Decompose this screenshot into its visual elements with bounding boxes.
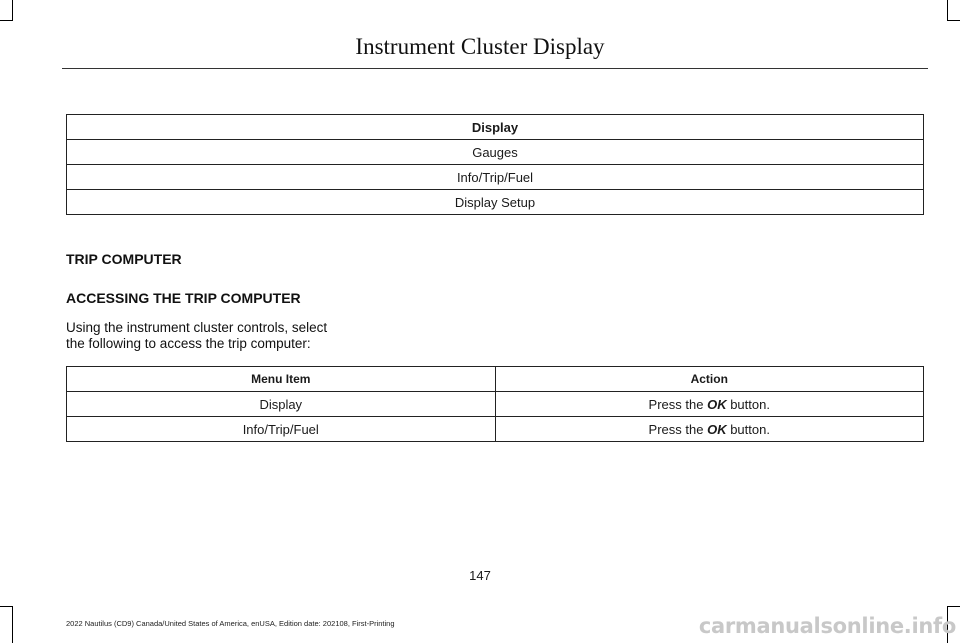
page-title: Instrument Cluster Display (355, 34, 605, 59)
body-paragraph (66, 320, 366, 352)
menu-item-cell: Info/Trip/Fuel (67, 417, 496, 442)
crop-mark-top-left-h (0, 20, 13, 21)
action-suffix: button. (726, 396, 770, 412)
edition-footer: 2022 Nautilus (CD9) Canada/United States of America, enUSA, Edition date: 202108, First-Printing (66, 619, 395, 628)
action-cell (495, 392, 924, 417)
table-header-cell: Display (67, 115, 924, 140)
body-line: Using the instrument cluster controls, select (66, 320, 328, 335)
table-row (67, 165, 924, 190)
action-prefix: Press the (648, 421, 708, 437)
crop-mark-bottom-left-v (12, 606, 13, 643)
table-header-row (67, 115, 924, 140)
body-line: the following to access the trip computer: (66, 336, 311, 351)
ok-key-label: OK (707, 396, 727, 412)
title-rule (62, 68, 928, 69)
crop-mark-bottom-right-h (947, 606, 960, 607)
crop-mark-top-left-v (12, 0, 13, 20)
action-cell (495, 417, 924, 442)
page-number: 147 (469, 568, 491, 583)
table-cell: Display Setup (67, 190, 924, 215)
section-subheading: ACCESSING THE TRIP COMPUTER (66, 290, 301, 306)
crop-mark-top-right-v (947, 0, 948, 20)
table-cell: Info/Trip/Fuel (67, 165, 924, 190)
trip-computer-menu-table (66, 366, 924, 442)
table-row (67, 417, 924, 442)
watermark: carmanualsonline.info (698, 614, 956, 638)
table-cell: Gauges (67, 140, 924, 165)
crop-mark-bottom-left-h (0, 606, 13, 607)
crop-mark-top-right-h (947, 20, 960, 21)
menu-item-cell: Display (67, 392, 496, 417)
table-row (67, 392, 924, 417)
action-prefix: Press the (648, 396, 708, 412)
display-menu-table (66, 114, 924, 215)
ok-key-label: OK (707, 421, 727, 437)
table-row (67, 140, 924, 165)
action-column-header: Action (495, 367, 924, 392)
action-suffix: button. (726, 421, 770, 437)
table-header-row (67, 367, 924, 392)
menu-item-column-header: Menu Item (67, 367, 496, 392)
section-heading: TRIP COMPUTER (66, 251, 182, 267)
table-row (67, 190, 924, 215)
